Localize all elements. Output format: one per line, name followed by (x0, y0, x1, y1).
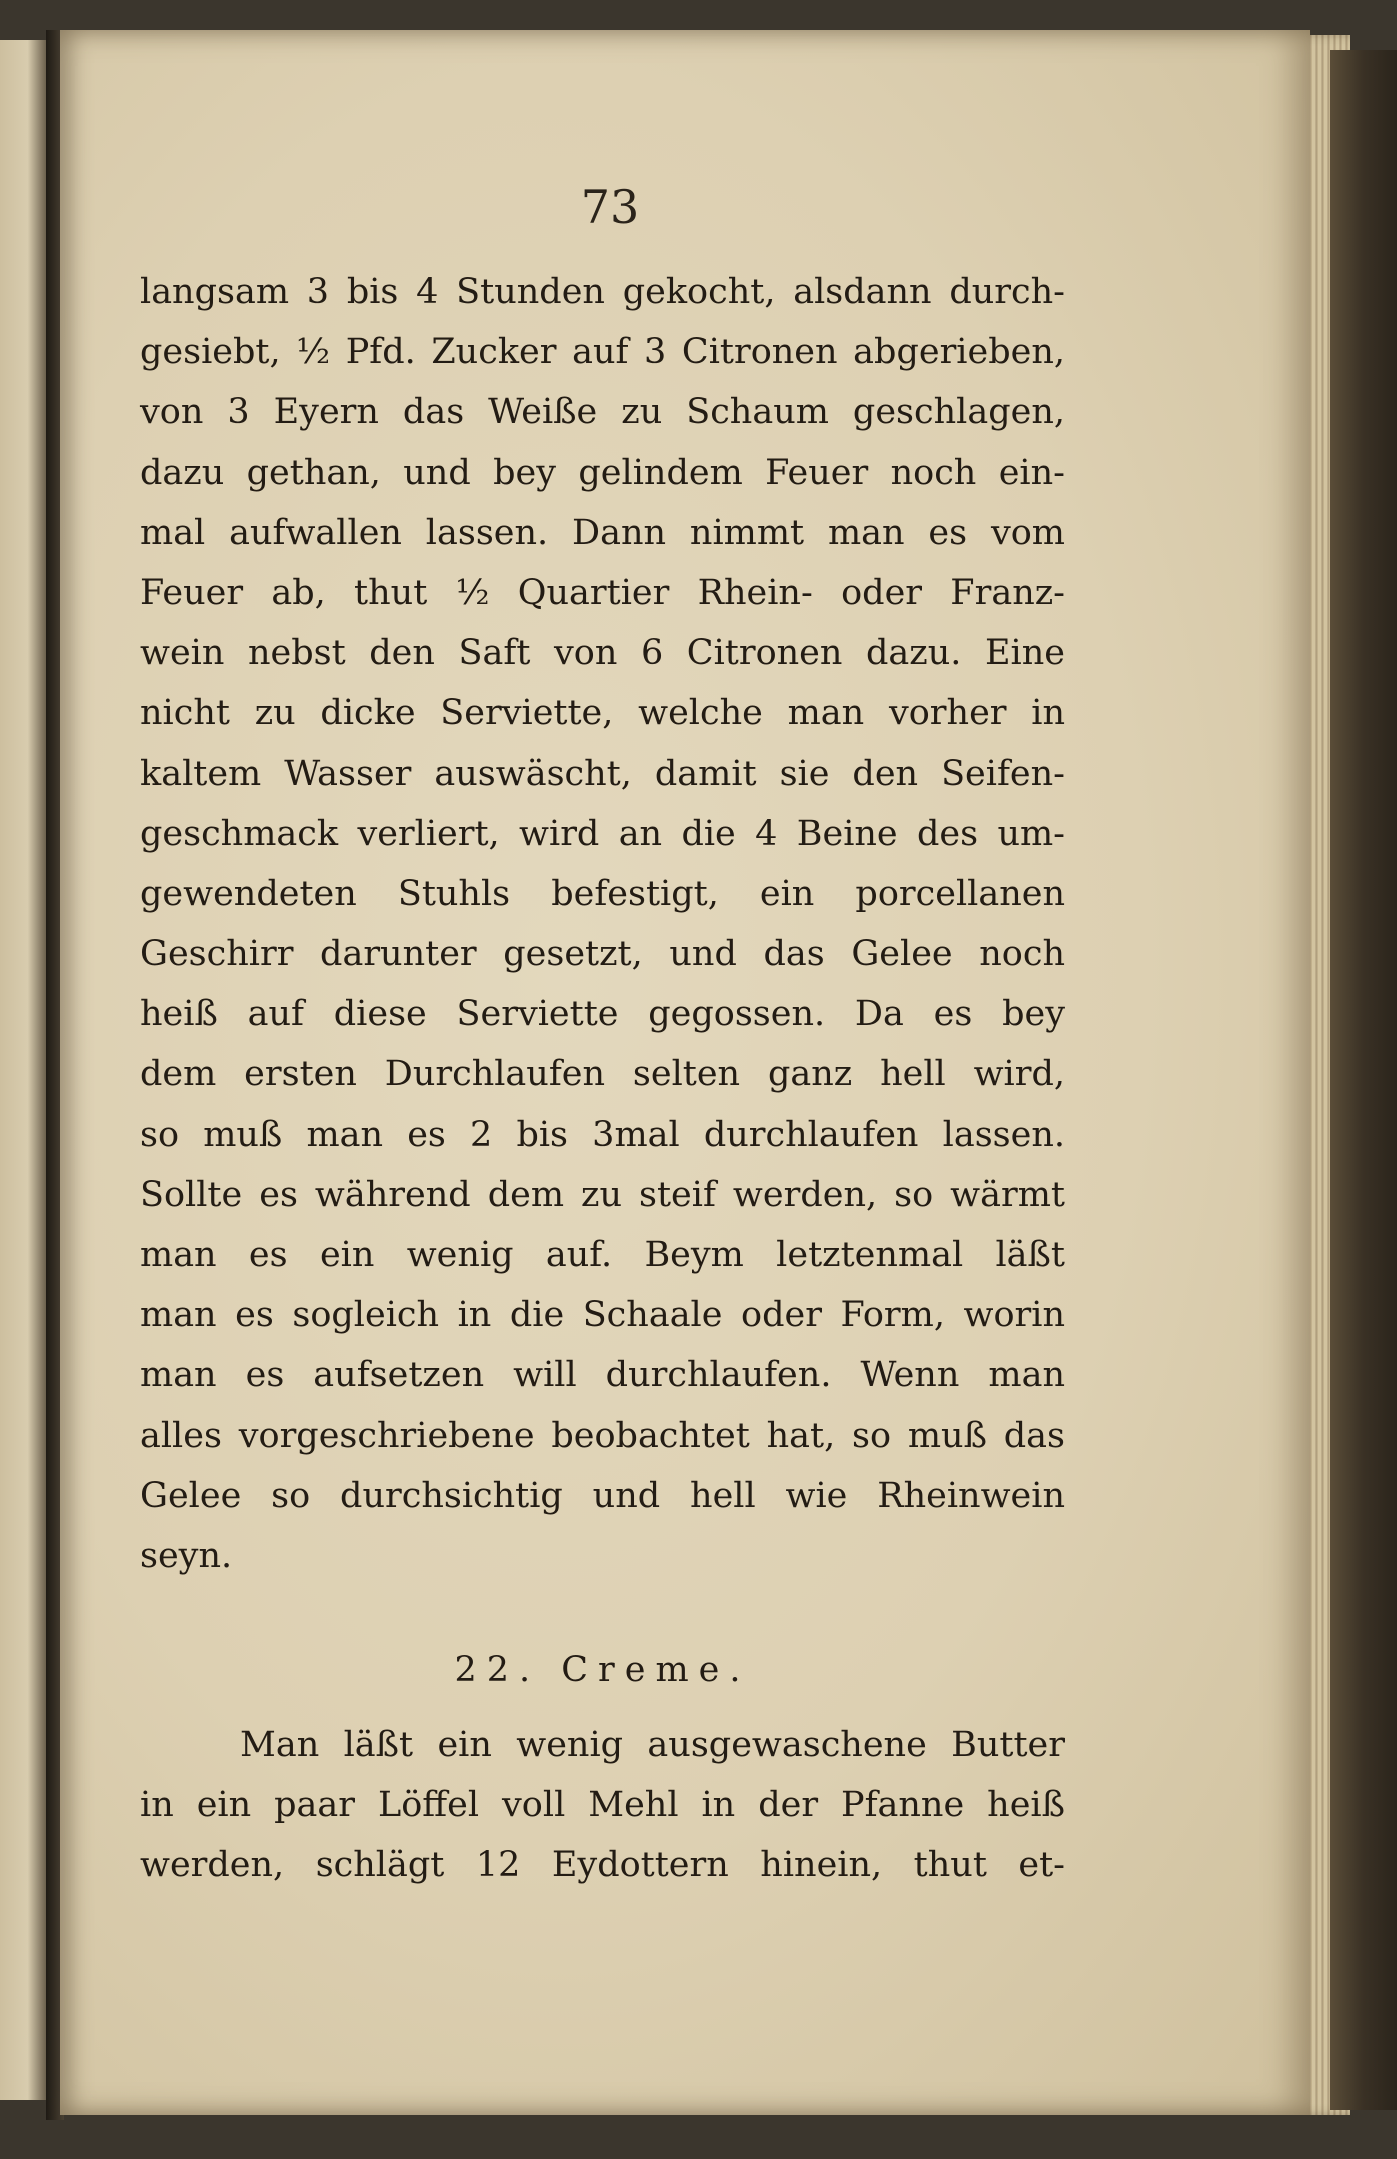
text-line: gesiebt, ½ Pfd. Zucker auf 3 Citronen abgerieben, (140, 332, 1065, 373)
text-line: heiß auf diese Serviette gegossen. Da es bey (140, 994, 1065, 1035)
text-line: gewendeten Stuhls befestigt, ein porcellanen (140, 873, 1065, 914)
recipe-heading: 22. Creme. (454, 1650, 751, 1690)
text-line: wein nebst den Saft von 6 Citronen dazu. Eine (140, 633, 1065, 674)
text-line: nicht zu dicke Serviette, welche man vorher in (140, 693, 1065, 734)
text-line: man es aufsetzen will durchlaufen. Wenn man (140, 1355, 1065, 1396)
text-line: dem ersten Durchlaufen selten ganz hell wird, (140, 1054, 1065, 1095)
text-line: Gelee so durchsichtig und hell wie Rheinwein (140, 1475, 1065, 1516)
recipe-paragraph (140, 1715, 1065, 1896)
body-paragraph (140, 262, 1065, 1586)
text-line: von 3 Eyern das Weiße zu Schaum geschlagen, (140, 392, 1065, 433)
text-line: Feuer ab, thut ½ Quartier Rhein- oder Franz- (140, 572, 1065, 613)
text-line: kaltem Wasser auswäscht, damit sie den Seifen- (140, 753, 1065, 794)
text-line: man es ein wenig auf. Beym letztenmal läßt (140, 1235, 1065, 1275)
text-line: Geschirr darunter gesetzt, und das Gelee noch (140, 934, 1065, 975)
text-line: mal aufwallen lassen. Dann nimmt man es vom (140, 512, 1065, 553)
text-line: geschmack verliert, wird an die 4 Beine des um- (140, 813, 1065, 854)
text-line: dazu gethan, und bey gelindem Feuer noch ein- (140, 452, 1065, 493)
text-line: langsam 3 bis 4 Stunden gekocht, alsdann durch- (140, 272, 1065, 312)
book-cover-edge (1330, 50, 1397, 2110)
text-line: werden, schlägt 12 Eydottern hinein, thut et- (140, 1845, 1065, 1886)
text-line: Sollte es während dem zu steif werden, so wärmt (140, 1174, 1065, 1215)
text-line: so muß man es 2 bis 3mal durchlaufen lassen. (140, 1114, 1065, 1155)
text-line: seyn. (140, 1535, 233, 1576)
page-number: 73 (580, 180, 640, 234)
text-line: alles vorgeschriebene beobachtet hat, so muß das (140, 1415, 1065, 1456)
left-page-edge (0, 40, 46, 2100)
text-line: Man läßt ein wenig ausgewaschene Butter (240, 1725, 1065, 1765)
text-line: in ein paar Löffel voll Mehl in der Pfanne heiß (140, 1785, 1065, 1826)
text-line: man es sogleich in die Schaale oder Form, worin (140, 1295, 1065, 1336)
